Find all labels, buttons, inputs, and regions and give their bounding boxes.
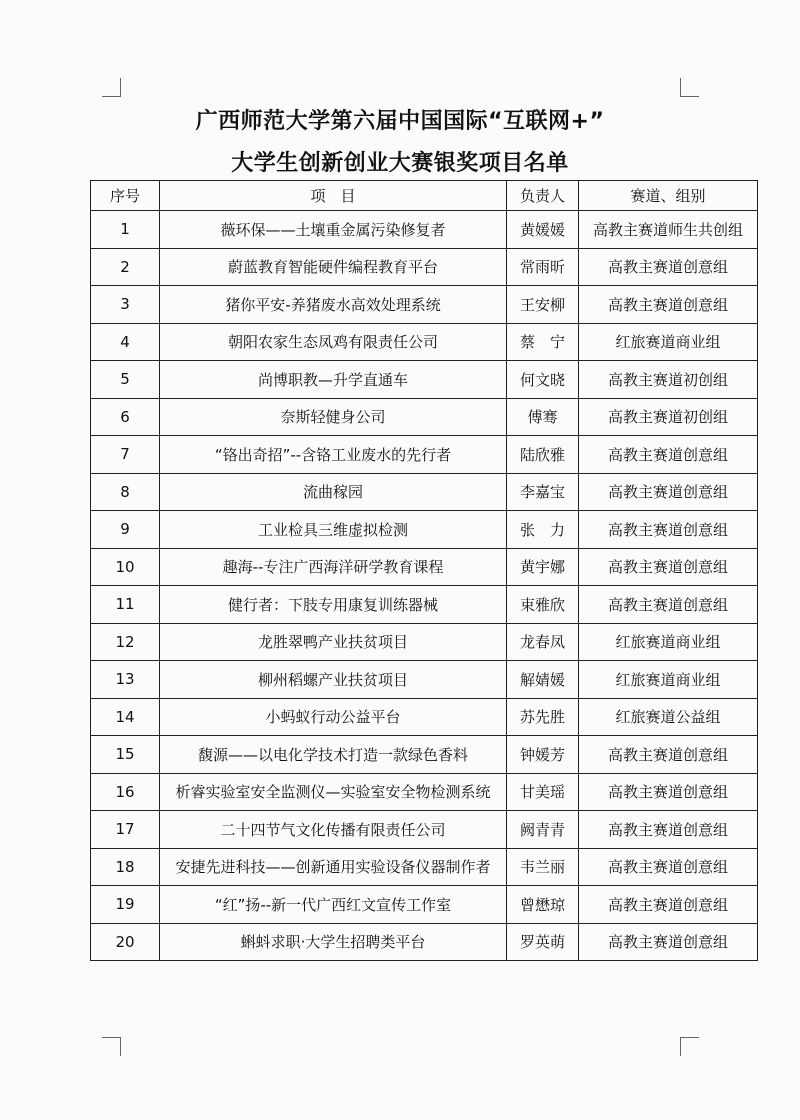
cell-project: “红”扬--新一代广西红文宣传工作室: [160, 886, 507, 924]
table-row: [91, 361, 758, 399]
header-track-group: 赛道、组别: [579, 181, 758, 211]
cell-project: 工业检具三维虚拟检测: [160, 511, 507, 549]
cell-leader: 罗英萌: [507, 923, 579, 961]
cell-leader: 束雅欣: [507, 586, 579, 624]
cell-leader: 黄媛媛: [507, 211, 579, 249]
cell-project: 蔚蓝教育智能硬件编程教育平台: [160, 248, 507, 286]
cell-index: 19: [91, 886, 160, 924]
cell-leader: 钟媛芳: [507, 736, 579, 774]
table-row: [91, 811, 758, 849]
table-row: [91, 511, 758, 549]
cell-leader: 李嘉宝: [507, 473, 579, 511]
cell-project: 小蚂蚁行动公益平台: [160, 698, 507, 736]
table-row: [91, 848, 758, 886]
table-row: [91, 886, 758, 924]
crop-mark-top-right: [680, 78, 699, 97]
crop-mark-bottom-right: [680, 1037, 699, 1056]
table-row: [91, 923, 758, 961]
table-row: [91, 286, 758, 324]
cell-leader: 解婧媛: [507, 661, 579, 699]
cell-index: 13: [91, 661, 160, 699]
cell-index: 1: [91, 211, 160, 249]
cell-index: 14: [91, 698, 160, 736]
cell-leader: 王安柳: [507, 286, 579, 324]
crop-mark-top-left: [102, 78, 121, 97]
document-title-line-1: 广西师范大学第六届中国国际“互联网+”: [195, 109, 605, 134]
table-row: [91, 623, 758, 661]
cell-project: 趣海--专注广西海洋研学教育课程: [160, 548, 507, 586]
cell-leader: 张 力: [507, 511, 579, 549]
cell-track-group: 红旅赛道公益组: [579, 698, 758, 736]
table-row: [91, 398, 758, 436]
cell-project: 流曲稼园: [160, 473, 507, 511]
cell-index: 17: [91, 811, 160, 849]
table-row: [91, 661, 758, 699]
cell-index: 4: [91, 323, 160, 361]
cell-project: 安捷先进科技——创新通用实验设备仪器制作者: [160, 848, 507, 886]
document-title-line-2: 大学生创新创业大赛银奖项目名单: [231, 151, 569, 176]
cell-leader: 阙青青: [507, 811, 579, 849]
cell-project: 蝌蚪求职·大学生招聘类平台: [160, 923, 507, 961]
crop-mark-bottom-left: [102, 1037, 121, 1056]
table-row: [91, 548, 758, 586]
cell-leader: 常雨昕: [507, 248, 579, 286]
cell-index: 18: [91, 848, 160, 886]
cell-leader: 黄宇娜: [507, 548, 579, 586]
cell-index: 12: [91, 623, 160, 661]
cell-project: 龙胜翠鸭产业扶贫项目: [160, 623, 507, 661]
cell-project: 析睿实验室安全监测仪—实验室安全物检测系统: [160, 773, 507, 811]
cell-track-group: 高教主赛道初创组: [579, 398, 758, 436]
cell-leader: 蔡 宁: [507, 323, 579, 361]
cell-project: 健行者：下肢专用康复训练器械: [160, 586, 507, 624]
cell-leader: 曾懋琼: [507, 886, 579, 924]
cell-index: 16: [91, 773, 160, 811]
cell-leader: 傅骞: [507, 398, 579, 436]
table-row: [91, 586, 758, 624]
cell-index: 6: [91, 398, 160, 436]
cell-track-group: 红旅赛道商业组: [579, 623, 758, 661]
cell-index: 2: [91, 248, 160, 286]
header-leader: 负责人: [507, 181, 579, 211]
cell-project: 朝阳农家生态凤鸡有限责任公司: [160, 323, 507, 361]
cell-track-group: 高教主赛道创意组: [579, 548, 758, 586]
cell-track-group: 高教主赛道创意组: [579, 923, 758, 961]
cell-track-group: 高教主赛道创意组: [579, 248, 758, 286]
cell-track-group: 高教主赛道创意组: [579, 886, 758, 924]
header-index: 序号: [91, 181, 160, 211]
cell-project: 猪你平安-养猪废水高效处理系统: [160, 286, 507, 324]
cell-leader: 龙春凤: [507, 623, 579, 661]
table-row: [91, 698, 758, 736]
cell-track-group: 高教主赛道创意组: [579, 811, 758, 849]
award-list-table: [90, 180, 758, 961]
cell-leader: 苏先胜: [507, 698, 579, 736]
cell-track-group: 高教主赛道创意组: [579, 511, 758, 549]
cell-index: 7: [91, 436, 160, 474]
table-row: [91, 248, 758, 286]
table-body: [91, 211, 758, 961]
table-row: [91, 211, 758, 249]
cell-track-group: 高教主赛道创意组: [579, 436, 758, 474]
cell-track-group: 高教主赛道初创组: [579, 361, 758, 399]
cell-project: 二十四节气文化传播有限责任公司: [160, 811, 507, 849]
cell-track-group: 高教主赛道创意组: [579, 848, 758, 886]
cell-index: 11: [91, 586, 160, 624]
cell-project: 尚博职教—升学直通车: [160, 361, 507, 399]
table-row: [91, 736, 758, 774]
table-row: [91, 323, 758, 361]
cell-index: 9: [91, 511, 160, 549]
cell-leader: 何文晓: [507, 361, 579, 399]
table-header-row: [91, 181, 758, 211]
cell-track-group: 高教主赛道创意组: [579, 286, 758, 324]
cell-index: 3: [91, 286, 160, 324]
cell-index: 20: [91, 923, 160, 961]
cell-project: 柳州稻螺产业扶贫项目: [160, 661, 507, 699]
header-project: 项 目: [160, 181, 507, 211]
cell-track-group: 高教主赛道创意组: [579, 473, 758, 511]
cell-track-group: 高教主赛道创意组: [579, 586, 758, 624]
cell-index: 10: [91, 548, 160, 586]
table-row: [91, 773, 758, 811]
cell-leader: 韦兰丽: [507, 848, 579, 886]
cell-track-group: 红旅赛道商业组: [579, 661, 758, 699]
cell-index: 8: [91, 473, 160, 511]
cell-leader: 陆欣雅: [507, 436, 579, 474]
cell-track-group: 高教主赛道创意组: [579, 773, 758, 811]
cell-index: 5: [91, 361, 160, 399]
cell-track-group: 高教主赛道创意组: [579, 736, 758, 774]
table-row: [91, 436, 758, 474]
cell-leader: 甘美瑶: [507, 773, 579, 811]
cell-project: 薇环保——土壤重金属污染修复者: [160, 211, 507, 249]
table-row: [91, 473, 758, 511]
cell-project: 馥源——以电化学技术打造一款绿色香料: [160, 736, 507, 774]
cell-index: 15: [91, 736, 160, 774]
cell-project: 奈斯轻健身公司: [160, 398, 507, 436]
cell-track-group: 红旅赛道商业组: [579, 323, 758, 361]
cell-track-group: 高教主赛道师生共创组: [579, 211, 758, 249]
cell-project: “铬出奇招”--含铬工业废水的先行者: [160, 436, 507, 474]
